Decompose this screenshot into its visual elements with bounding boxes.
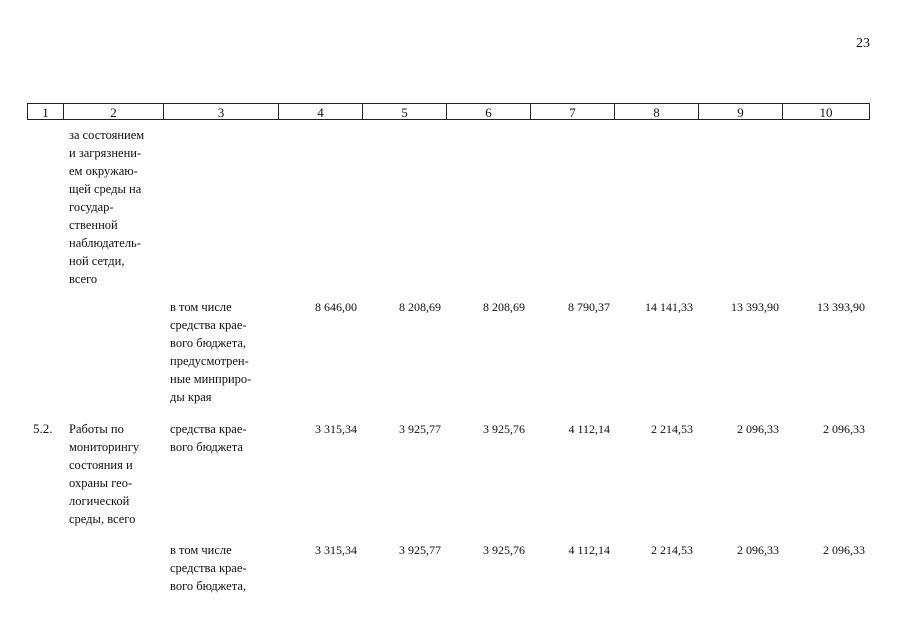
row-3-value-col7: 4 112,14	[568, 543, 610, 557]
header-cell-1: 1	[27, 103, 63, 120]
row-2-source	[170, 420, 273, 456]
name-line: наблюдатель-	[69, 236, 141, 250]
header-cell-3: 3	[163, 103, 278, 120]
row-2-value-col10: 2 096,33	[823, 422, 865, 436]
name-line: состояния и	[69, 458, 133, 472]
row-3-value-col9: 2 096,33	[737, 543, 779, 557]
header-cell-10: 10	[782, 103, 870, 120]
source-line: вого бюджета,	[170, 579, 246, 593]
name-line: ной сетди,	[69, 254, 125, 268]
row-2-value-col5: 3 925,77	[399, 422, 441, 436]
source-line: средства крае-	[170, 561, 247, 575]
header-cell-5: 5	[362, 103, 446, 120]
row-1-value-col10: 13 393,90	[817, 300, 865, 314]
row-1-value-col9: 13 393,90	[731, 300, 779, 314]
row-2-value-col6: 3 925,76	[483, 422, 525, 436]
row-1-value-col5: 8 208,69	[399, 300, 441, 314]
row-2-value-col8: 2 214,53	[651, 422, 693, 436]
row-name-continuation	[69, 126, 159, 288]
row-2-value-col9: 2 096,33	[737, 422, 779, 436]
source-line: предусмотрен-	[170, 354, 249, 368]
row-2-value-col7: 4 112,14	[568, 422, 610, 436]
header-cell-9: 9	[698, 103, 782, 120]
header-cell-6: 6	[446, 103, 530, 120]
name-line: и загрязнени-	[69, 146, 142, 160]
row-2-name	[69, 420, 159, 528]
header-cell-8: 8	[614, 103, 698, 120]
row-3-value-col5: 3 925,77	[399, 543, 441, 557]
row-1-value-col6: 8 208,69	[483, 300, 525, 314]
row-3-value-col4: 3 315,34	[315, 543, 357, 557]
header-cell-7: 7	[530, 103, 614, 120]
row-3-source	[170, 541, 273, 595]
name-line: ственной	[69, 218, 118, 232]
row-3-value-col10: 2 096,33	[823, 543, 865, 557]
row-1-value-col4: 8 646,00	[315, 300, 357, 314]
source-line: в том числе	[170, 543, 232, 557]
source-line: в том числе	[170, 300, 232, 314]
header-cell-4: 4	[278, 103, 362, 120]
row-3-value-col8: 2 214,53	[651, 543, 693, 557]
row-1-source	[170, 298, 273, 406]
source-line: ды края	[170, 390, 212, 404]
name-line: государ-	[69, 200, 114, 214]
source-line: ные минприро-	[170, 372, 252, 386]
source-line: вого бюджета,	[170, 336, 246, 350]
row-2-number: 5.2.	[33, 421, 53, 436]
name-line: щей среды на	[69, 182, 142, 196]
name-line: за состоянием	[69, 128, 145, 142]
name-line: всего	[69, 272, 98, 286]
name-line: логической	[69, 494, 130, 508]
name-line: охраны гео-	[69, 476, 133, 490]
row-2-value-col4: 3 315,34	[315, 422, 357, 436]
name-line: ем окружаю-	[69, 164, 138, 178]
row-3-value-col6: 3 925,76	[483, 543, 525, 557]
page-number: 23	[856, 36, 870, 51]
source-line: вого бюджета	[170, 440, 243, 454]
name-line: Работы по	[69, 422, 124, 436]
header-cell-2: 2	[63, 103, 163, 120]
row-1-value-col8: 14 141,33	[645, 300, 693, 314]
source-line: средства крае-	[170, 422, 247, 436]
row-1-value-col7: 8 790,37	[568, 300, 610, 314]
name-line: мониторингу	[69, 440, 140, 454]
name-line: среды, всего	[69, 512, 136, 526]
source-line: средства крае-	[170, 318, 247, 332]
